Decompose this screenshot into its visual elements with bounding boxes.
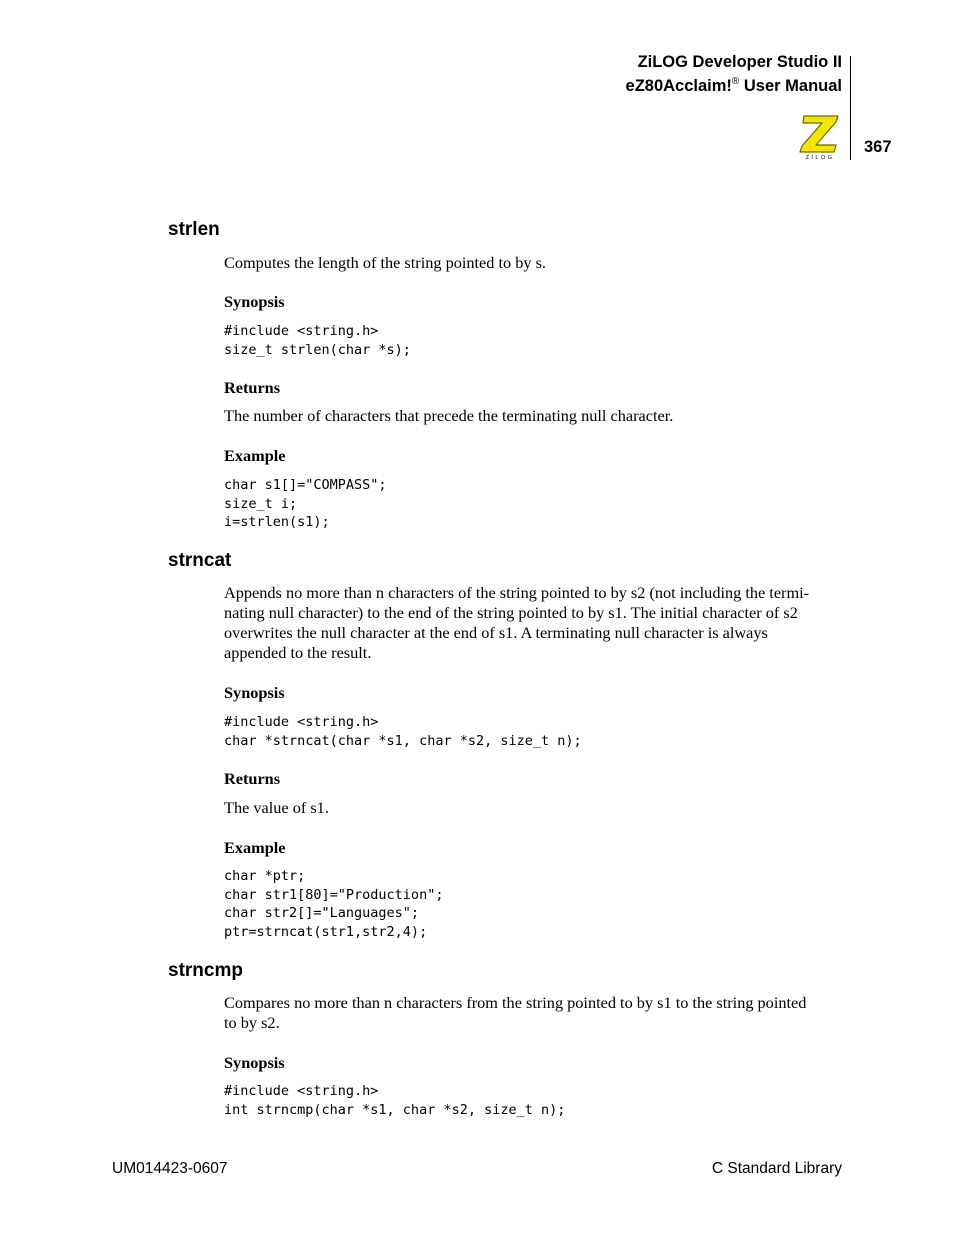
section-title-strncat: strncat <box>168 550 232 571</box>
strlen-returns-heading: Returns <box>224 378 281 397</box>
strncat-description-line: nating null character) to the end of the string pointed to by s1. The initial character of s2 <box>224 603 798 622</box>
section-title-strncmp: strncmp <box>168 960 243 981</box>
header-product-line: ZiLOG Developer Studio II <box>637 53 842 71</box>
strncat-synopsis-heading: Synopsis <box>224 683 285 702</box>
strncat-example-heading: Example <box>224 838 286 857</box>
section-title-strlen: strlen <box>168 219 220 240</box>
zilog-logo-icon <box>796 112 844 160</box>
strncat-synopsis-code: #include <string.h> char *strncat(char *s1, char *s2, size_t n); <box>224 714 582 749</box>
strncat-description-line: overwrites the null character at the end of s1. A terminating null character is always <box>224 623 768 642</box>
registered-mark: ® <box>731 76 740 87</box>
strncat-example-code: char *ptr; char str1[80]="Production"; char str2[]="Languages"; ptr=strncat(str1,str2,4); <box>224 868 444 941</box>
svg-text:ZILOG: ZILOG <box>805 155 835 160</box>
footer-section-name: C Standard Library <box>711 1160 842 1177</box>
strlen-description: Computes the length of the string pointed to by s. <box>224 253 546 272</box>
strlen-returns-text: The number of characters that precede the terminating null character. <box>224 406 674 425</box>
strlen-example-heading: Example <box>224 446 286 465</box>
zilog-logo <box>796 112 844 165</box>
footer-document-id: UM014423-0607 <box>112 1160 228 1177</box>
strncat-description-line: Appends no more than n characters of the string pointed to by s2 (not including the termi- <box>224 583 810 602</box>
strlen-synopsis-heading: Synopsis <box>224 292 285 311</box>
strlen-example-code: char s1[]="COMPASS"; size_t i; i=strlen(s1); <box>224 477 387 531</box>
page-number: 367 <box>864 138 892 156</box>
strncmp-description-line: Compares no more than n characters from the string pointed to by s1 to the string pointed <box>224 993 807 1012</box>
strncmp-description-line: to by s2. <box>224 1013 280 1032</box>
strncat-description-line: appended to the result. <box>224 643 372 662</box>
document-header <box>626 52 842 96</box>
header-vertical-rule <box>850 56 851 160</box>
header-manual-line <box>626 72 842 96</box>
strncat-description <box>224 583 844 663</box>
strncat-returns-heading: Returns <box>224 769 281 788</box>
strncat-returns-text: The value of s1. <box>224 798 329 817</box>
header-product-name: eZ80Acclaim! <box>625 77 732 95</box>
strlen-synopsis-code: #include <string.h> size_t strlen(char *s); <box>224 323 411 358</box>
strncmp-synopsis-heading: Synopsis <box>224 1053 285 1072</box>
strncmp-description <box>224 993 844 1033</box>
strncmp-synopsis-code: #include <string.h> int strncmp(char *s1, char *s2, size_t n); <box>224 1083 566 1118</box>
header-manual-title: User Manual <box>739 77 842 95</box>
